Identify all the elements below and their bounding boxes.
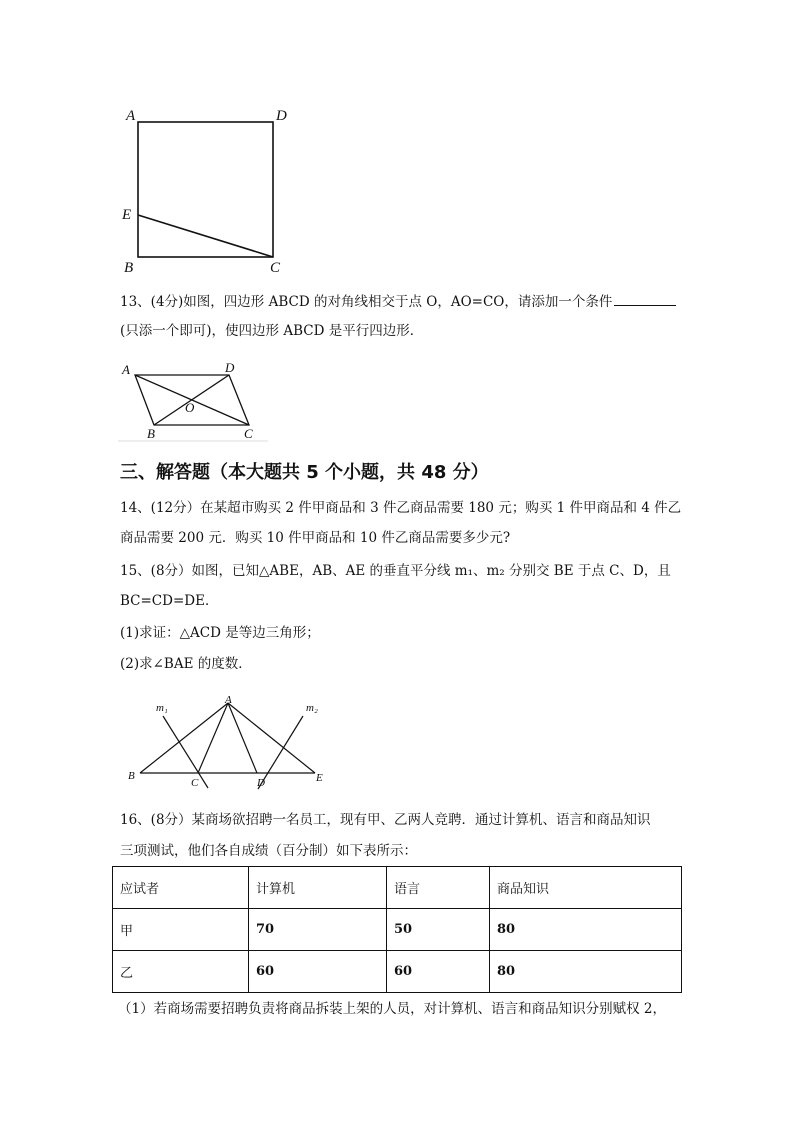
label-m1: m₁ xyxy=(156,702,168,714)
table-cell: 80 xyxy=(490,951,682,993)
header-cell: 语言 xyxy=(387,867,490,909)
q16-line1: 16、(8分）某商场欲招聘一名员工，现有甲、乙两人竞聘．通过计算机、语言和商品知识 xyxy=(120,812,651,828)
q16-part1: （1）若商场需要招聘负责将商品拆装上架的人员，对计算机、语言和商品知识分别赋权 2， xyxy=(118,1001,666,1017)
label-o: O xyxy=(185,400,195,415)
table-row xyxy=(113,909,682,951)
q13-line1 xyxy=(120,292,676,311)
table-cell: 乙 xyxy=(113,951,249,993)
q15-line2: BC=CD=DE． xyxy=(120,593,219,609)
q16-line2: 三项测试，他们各自成绩（百分制）如下表所示： xyxy=(120,843,417,859)
segment-ad xyxy=(228,703,257,773)
label-d: D xyxy=(257,777,265,789)
label-c: C xyxy=(244,426,253,441)
q13-text: 13、(4分)如图，四边形 ABCD 的对角线相交于点 O，AO=CO，请添加一个条件 xyxy=(120,294,613,310)
table-cell: 甲 xyxy=(113,909,249,951)
triangle-figure xyxy=(120,692,335,796)
label-a: A xyxy=(122,362,130,377)
q15-line1: 15、(8分）如图，已知△ABE，AB、AE 的垂直平分线 m₁、m₂ 分别交 BE 于点 C、D，且 xyxy=(120,563,671,579)
table-cell: 60 xyxy=(249,951,387,993)
q15-part1: (1)求证：△ACD 是等边三角形； xyxy=(120,625,320,641)
header-cell: 应试者 xyxy=(113,867,249,909)
label-c: C xyxy=(191,777,199,789)
scores-table xyxy=(112,866,682,993)
label-a: A xyxy=(126,108,136,124)
table-row xyxy=(113,951,682,993)
table-cell: 70 xyxy=(249,909,387,951)
q13-answer-blank[interactable] xyxy=(614,292,676,306)
header-cell: 计算机 xyxy=(249,867,387,909)
label-b: B xyxy=(124,260,134,276)
label-b: B xyxy=(128,770,135,782)
label-e: E xyxy=(316,772,323,784)
label-b: B xyxy=(147,426,155,441)
label-a: A xyxy=(225,694,232,706)
table-cell: 60 xyxy=(387,951,490,993)
label-c: C xyxy=(270,260,281,276)
section-3-heading: 三、解答题（本大题共 5 个小题，共 48 分） xyxy=(120,462,489,483)
label-e: E xyxy=(122,207,132,223)
label-d: D xyxy=(225,360,235,375)
line-m1 xyxy=(163,716,208,788)
q14-line2: 商品需要 200 元．购买 10 件甲商品和 10 件乙商品需要多少元? xyxy=(120,530,511,546)
table-cell: 80 xyxy=(490,909,682,951)
table-cell: 50 xyxy=(387,909,490,951)
label-d: D xyxy=(276,108,287,124)
header-cell: 商品知识 xyxy=(490,867,682,909)
segment-ec xyxy=(138,215,273,257)
q15-part2: (2)求∠BAE 的度数． xyxy=(120,656,252,672)
segment-ae xyxy=(228,703,315,773)
table-header-row xyxy=(113,867,682,909)
q13-line2: (只添一个即可)，使四边形 ABCD 是平行四边形． xyxy=(120,323,424,339)
square-figure xyxy=(118,100,298,280)
q14-line1: 14、(12分）在某超市购买 2 件甲商品和 3 件乙商品需要 180 元；购买 1 件甲商品和 4 件乙 xyxy=(120,500,682,516)
segment-ab xyxy=(140,703,228,773)
segment-ac xyxy=(198,703,228,773)
label-m2: m₂ xyxy=(306,702,318,714)
parallelogram-figure xyxy=(118,358,268,444)
